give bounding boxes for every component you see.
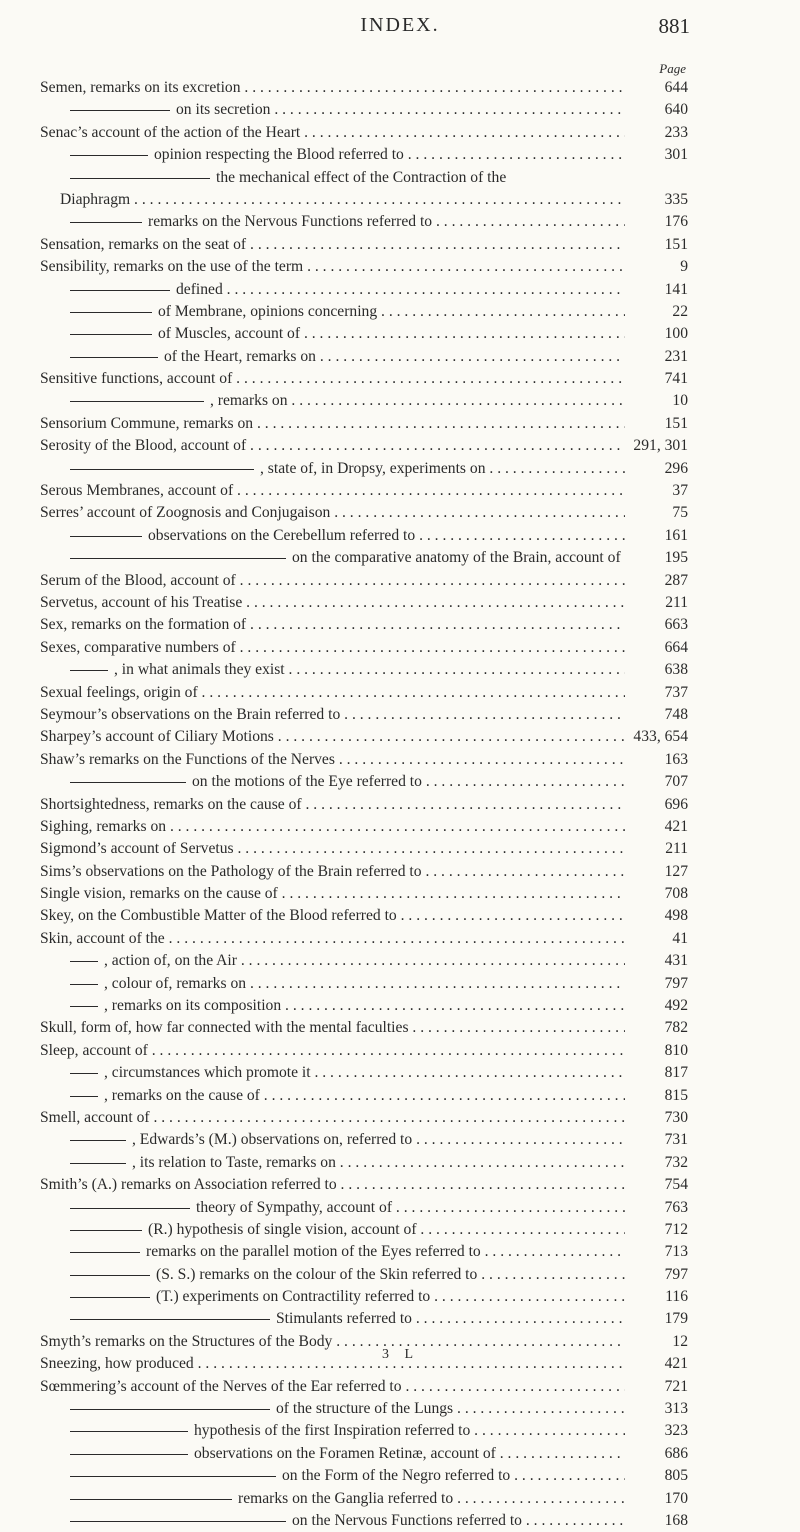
entry-text: Sigmond’s account of Servetus . . . [40, 838, 625, 860]
index-entry [0, 122, 800, 144]
entry-page: 313 [664, 1400, 688, 1418]
index-entry [0, 838, 800, 860]
entry-text: Sensation, remarks on the seat of . . . [40, 234, 625, 256]
entry-page: 10 [672, 392, 688, 410]
entry-text: Skin, account of the . . . [40, 928, 625, 950]
entry-dash [70, 110, 170, 111]
entry-dash [70, 1521, 286, 1522]
entry-dash [70, 558, 286, 559]
entry-page: 22 [672, 302, 688, 320]
entry-page: 721 [664, 1377, 688, 1395]
index-entry [0, 547, 800, 569]
entry-text: Smyth’s remarks on the Structures of the Body . . . [40, 1331, 625, 1353]
index-entry [0, 1420, 800, 1442]
entry-text: remarks on the Nervous Functions referred to . . . [148, 211, 625, 233]
entry-page: 707 [664, 773, 688, 791]
entry-text: Sœmmering’s account of the Nerves of the Ear referred to . . . [40, 1376, 625, 1398]
index-entry [0, 1286, 800, 1308]
entry-text: Semen, remarks on its excretion . . . [40, 77, 625, 99]
index-entry [0, 995, 800, 1017]
entry-page: 708 [664, 885, 688, 903]
entry-page: 170 [664, 1489, 688, 1507]
entry-page: 231 [664, 347, 688, 365]
entry-page: 732 [664, 1153, 688, 1171]
entry-page: 805 [664, 1467, 688, 1485]
entry-page: 433, 654 [633, 728, 688, 746]
entry-page: 817 [664, 1064, 688, 1082]
index-entry [0, 458, 800, 480]
entry-dash [70, 1073, 98, 1074]
entry-text: , remarks on the cause of . . . [104, 1085, 625, 1107]
entry-text: Sighing, remarks on . . . [40, 816, 625, 838]
index-entry [0, 525, 800, 547]
entry-page: 296 [664, 459, 688, 477]
entry-page: 492 [664, 997, 688, 1015]
index-entry [0, 1308, 800, 1330]
index-entry [0, 682, 800, 704]
entry-dash [70, 961, 98, 962]
entry-page: 141 [664, 280, 688, 298]
entry-dash [70, 1096, 98, 1097]
entry-page: 638 [664, 661, 688, 679]
entry-text: on the comparative anatomy of the Brain, account of . . . [292, 547, 625, 569]
entry-dash [70, 1140, 126, 1141]
entry-text: Sleep, account of . . . [40, 1040, 625, 1062]
index-entry [0, 1376, 800, 1398]
index-entry [0, 1085, 800, 1107]
entry-text: , colour of, remarks on . . . [104, 973, 625, 995]
entry-dash [70, 1006, 98, 1007]
page-number: 881 [658, 14, 690, 38]
entry-dash [70, 401, 204, 402]
index-entry [0, 323, 800, 345]
entry-page: 323 [664, 1422, 688, 1440]
entry-dash [70, 1297, 150, 1298]
entry-page: 797 [664, 1265, 688, 1283]
entry-text: opinion respecting the Blood referred to . . . [154, 144, 625, 166]
index-entry [0, 704, 800, 726]
index-entry [0, 1062, 800, 1084]
entry-page: 763 [664, 1198, 688, 1216]
entry-dash [70, 782, 186, 783]
entry-dash [70, 334, 152, 335]
entry-page: 431 [664, 952, 688, 970]
entry-text: Sexes, comparative numbers of . . . [40, 637, 625, 659]
entry-page: 421 [664, 817, 688, 835]
signature-mark: 3 L [382, 1347, 420, 1362]
entry-text: Sharpey’s account of Ciliary Motions . . . [40, 726, 625, 748]
page-column-heading: Page [659, 61, 686, 76]
index-entry [0, 234, 800, 256]
entry-page: 335 [664, 190, 688, 208]
entry-text: observations on the Foramen Retinæ, account of . . . [194, 1443, 625, 1465]
entry-text: , action of, on the Air . . . [104, 950, 625, 972]
index-entry [0, 502, 800, 524]
entry-dash [70, 178, 210, 179]
entry-page: 782 [664, 1019, 688, 1037]
entry-page: 663 [664, 616, 688, 634]
entry-page: 301 [664, 146, 688, 164]
entry-dash [70, 312, 152, 313]
entry-text: , in what animals they exist . . . [114, 659, 625, 681]
index-entry [0, 1443, 800, 1465]
index-entry [0, 211, 800, 233]
entry-page: 498 [664, 907, 688, 925]
entry-dash [70, 469, 254, 470]
entry-text: Sensibility, remarks on the use of the term . . . [40, 256, 625, 278]
entry-page: 748 [664, 705, 688, 723]
index-entry [0, 905, 800, 927]
entry-page: 161 [664, 526, 688, 544]
entry-page: 233 [664, 123, 688, 141]
entry-text: on its secretion . . . [176, 99, 625, 121]
index-entry [0, 390, 800, 412]
entry-text: , Edwards’s (M.) observations on, referred to . . . [132, 1129, 625, 1151]
entry-text: , circumstances which promote it . . . [104, 1062, 625, 1084]
entry-text: Servetus, account of his Treatise . . . [40, 592, 625, 614]
entry-text: remarks on the Ganglia referred to . . . [238, 1488, 625, 1510]
entry-page: 168 [664, 1512, 688, 1529]
index-entry [0, 614, 800, 636]
entry-page: 211 [665, 593, 688, 611]
entry-text: Shaw’s remarks on the Functions of the Nerves . . . [40, 749, 625, 771]
entry-text: Skey, on the Combustible Matter of the Blood referred to . . . [40, 905, 625, 927]
entry-text: , remarks on . . . [210, 390, 625, 412]
entry-dash [70, 1252, 140, 1253]
entry-page: 151 [664, 414, 688, 432]
entry-page: 797 [664, 974, 688, 992]
entry-text: Shortsightedness, remarks on the cause of . . . [40, 794, 625, 816]
index-entry [0, 592, 800, 614]
entry-text: Smith’s (A.) remarks on Association referred to . . . [40, 1174, 625, 1196]
entry-dash [70, 1476, 276, 1477]
index-entry [0, 99, 800, 121]
index-entry [0, 973, 800, 995]
entry-text: on the motions of the Eye referred to . . . [192, 771, 625, 793]
index-entry [0, 1488, 800, 1510]
entry-dash [70, 670, 108, 671]
entry-text: Sims’s observations on the Pathology of the Brain referred to . . . [40, 861, 625, 883]
entry-text: (R.) hypothesis of single vision, account of . . . [148, 1219, 625, 1241]
index-entry [0, 256, 800, 278]
index-entry [0, 1017, 800, 1039]
entry-text: of the structure of the Lungs . . . [276, 1398, 625, 1420]
entry-text: Skull, form of, how far connected with the mental faculties . . . [40, 1017, 625, 1039]
entry-text: of Muscles, account of . . . [158, 323, 625, 345]
entry-text: Sexual feelings, origin of . . . [40, 682, 625, 704]
index-entry [0, 1241, 800, 1263]
entry-dash [70, 1208, 190, 1209]
entry-text: Sex, remarks on the formation of . . . [40, 614, 625, 636]
entry-page: 737 [664, 683, 688, 701]
entry-dash [70, 1409, 270, 1410]
entry-page: 810 [664, 1041, 688, 1059]
index-entry [0, 480, 800, 502]
entry-dash [70, 1163, 126, 1164]
entry-text: Single vision, remarks on the cause of . . . [40, 883, 625, 905]
entry-page: 9 [680, 258, 688, 276]
entry-page: 163 [664, 750, 688, 768]
index-entry [0, 883, 800, 905]
entry-text: Serosity of the Blood, account of . . . [40, 435, 625, 457]
entry-text: , state of, in Dropsy, experiments on . . . [260, 458, 625, 480]
entry-text: Sneezing, how produced . . . [40, 1353, 625, 1375]
entry-dash [70, 290, 170, 291]
entry-text: Serres’ account of Zoognosis and Conjugaison . . . [40, 502, 625, 524]
entry-text: of the Heart, remarks on . . . [164, 346, 625, 368]
index-entry [0, 928, 800, 950]
entry-page: 37 [672, 482, 688, 500]
entry-text: Diaphragm . . . [60, 189, 625, 211]
entry-text: on the Nervous Functions referred to . . . [292, 1510, 625, 1532]
entry-page: 41 [672, 929, 688, 947]
entry-text: , its relation to Taste, remarks on . . . [132, 1152, 625, 1174]
entry-dash [70, 1454, 188, 1455]
entry-dash [70, 1499, 232, 1500]
index-entry [0, 1219, 800, 1241]
entry-text: Sensitive functions, account of . . . [40, 368, 625, 390]
entry-text: defined . . . [176, 279, 625, 301]
index-entry [0, 189, 800, 211]
entry-dash [70, 357, 158, 358]
entry-page: 211 [665, 840, 688, 858]
entry-dash [70, 1319, 270, 1320]
index-entry [0, 301, 800, 323]
entry-text: observations on the Cerebellum referred to . . . [148, 525, 625, 547]
entry-page: 696 [664, 795, 688, 813]
entry-dash [70, 1275, 150, 1276]
entry-text: remarks on the parallel motion of the Eyes referred to . . . [146, 1241, 625, 1263]
index-entry [0, 1174, 800, 1196]
index-entry [0, 659, 800, 681]
entry-text: theory of Sympathy, account of . . . [196, 1197, 625, 1219]
index-entry [0, 1040, 800, 1062]
entry-page: 12 [672, 1332, 688, 1350]
entry-dash [70, 222, 142, 223]
page-title: INDEX. [360, 14, 440, 36]
entry-text: (T.) experiments on Contractility referred to . . . [156, 1286, 625, 1308]
index-entry [0, 816, 800, 838]
index-entry [0, 794, 800, 816]
entry-text: Serous Membranes, account of . . . [40, 480, 625, 502]
index-entry [0, 413, 800, 435]
index-entry [0, 771, 800, 793]
entry-text: Serum of the Blood, account of . . . [40, 570, 625, 592]
entry-dash [70, 155, 148, 156]
entry-page: 713 [664, 1243, 688, 1261]
entry-text: Smell, account of . . . [40, 1107, 625, 1129]
entry-text: hypothesis of the first Inspiration referred to . . . [194, 1420, 625, 1442]
index-entry [0, 435, 800, 457]
index-entry [0, 346, 800, 368]
entry-page: 179 [664, 1310, 688, 1328]
index-entry [0, 1129, 800, 1151]
entry-page: 730 [664, 1108, 688, 1126]
entry-page: 741 [664, 370, 688, 388]
entry-dash [70, 536, 142, 537]
index-entry [0, 749, 800, 771]
entry-text: , remarks on its composition . . . [104, 995, 625, 1017]
index-entry [0, 861, 800, 883]
entry-page: 195 [664, 549, 688, 567]
entry-text: (S. S.) remarks on the colour of the Skin referred to . . . [156, 1264, 625, 1286]
entry-page: 176 [664, 213, 688, 231]
entry-text: Seymour’s observations on the Brain referred to . . . [40, 704, 625, 726]
index-entry [0, 637, 800, 659]
entry-dash [70, 984, 98, 985]
index-entry [0, 1197, 800, 1219]
entry-page: 815 [664, 1086, 688, 1104]
entry-text: Stimulants referred to . . . [276, 1308, 625, 1330]
index-entry [0, 77, 800, 99]
entry-page: 127 [664, 862, 688, 880]
entry-text: on the Form of the Negro referred to . . . [282, 1465, 625, 1487]
index-entry [0, 1465, 800, 1487]
entry-page: 644 [664, 79, 688, 96]
entry-text: the mechanical effect of the Contraction of the [216, 168, 507, 186]
entry-page: 100 [664, 325, 688, 343]
index-entry [0, 279, 800, 301]
entry-page: 75 [672, 504, 688, 522]
index-entry [0, 570, 800, 592]
entry-page: 151 [664, 235, 688, 253]
index-entry [0, 1398, 800, 1420]
index-entry [0, 950, 800, 972]
index-entry [0, 1510, 800, 1532]
index-entry [0, 726, 800, 748]
index-entry [0, 1264, 800, 1286]
entry-page: 291, 301 [633, 437, 688, 455]
entry-dash [70, 1230, 142, 1231]
entry-text: Senac’s account of the action of the Heart . . . [40, 122, 625, 144]
index-entry [0, 368, 800, 390]
entry-page: 664 [664, 638, 688, 656]
entry-text: of Membrane, opinions concerning . . . [158, 301, 625, 323]
entry-page: 754 [664, 1176, 688, 1194]
entry-dash [70, 1431, 188, 1432]
entry-page: 640 [664, 101, 688, 119]
index-entry [0, 1152, 800, 1174]
index-entries [0, 77, 800, 1532]
entry-page: 686 [664, 1444, 688, 1462]
index-entry [0, 144, 800, 166]
entry-page: 421 [664, 1355, 688, 1373]
entry-page: 731 [664, 1131, 688, 1149]
entry-page: 287 [664, 571, 688, 589]
index-entry [0, 1107, 800, 1129]
entry-text: Sensorium Commune, remarks on . . . [40, 413, 625, 435]
entry-page: 712 [664, 1220, 688, 1238]
index-entry [0, 167, 800, 189]
entry-page: 116 [665, 1288, 688, 1306]
page-header [0, 14, 800, 46]
